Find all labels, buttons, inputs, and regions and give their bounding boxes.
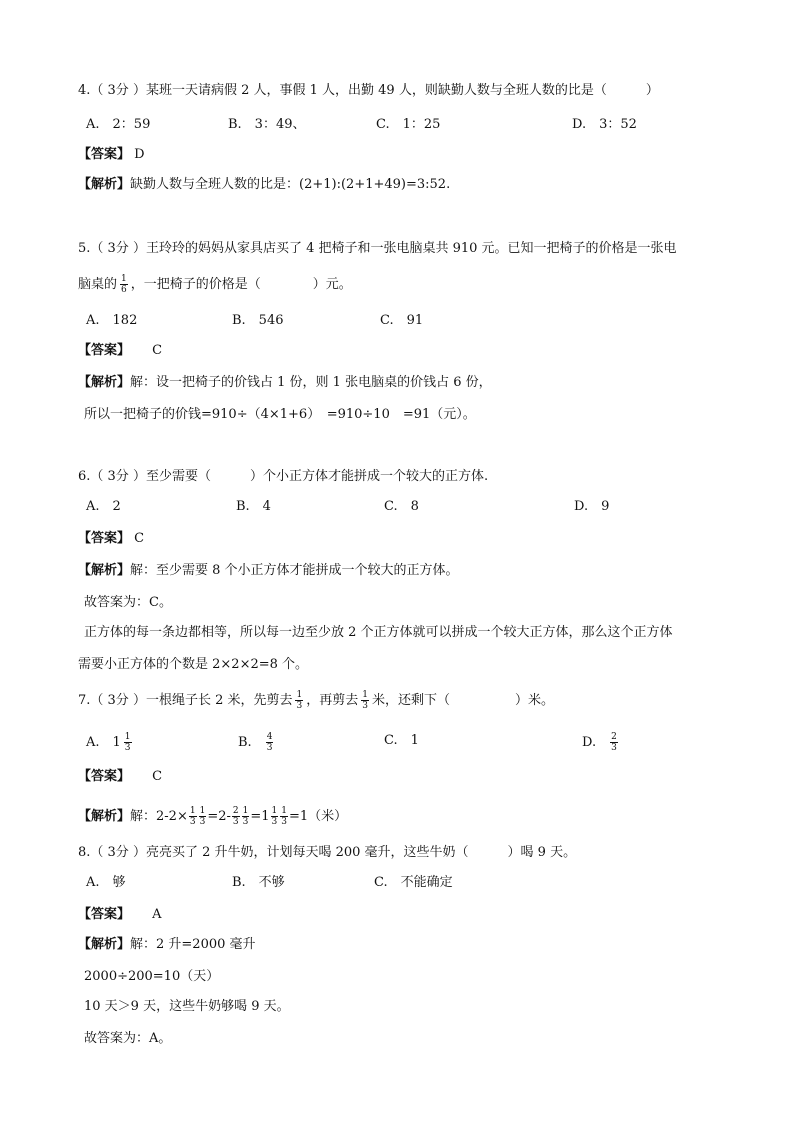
fraction-numerator: 1: [121, 274, 127, 284]
fraction-denominator: 3: [266, 743, 273, 753]
fraction-numerator: 1: [199, 806, 206, 816]
answer-label: 【答案】: [78, 147, 131, 162]
q7-analysis-text: =1: [250, 809, 270, 824]
q6-answer-row: [78, 530, 144, 548]
fraction-numerator: 2: [232, 806, 239, 816]
q8-option-a: A. 够: [86, 875, 126, 890]
q7-stem-text: 米，还剩下（ ）米。: [371, 693, 554, 708]
q4-stem: 4.（ 3分 ）某班一天请病假 2 人，事假 1 人，出勤 49 人，则缺勤人数与全班人数的比是（ ）: [78, 83, 659, 98]
q4-analysis: 缺勤人数与全班人数的比是：(2+1):(2+1+49)=3:52.: [130, 177, 451, 192]
q7-option-d: [582, 732, 621, 753]
analysis-label: 【解析】: [78, 177, 131, 192]
q4-option-b: B. 3：49、: [228, 117, 306, 132]
q7-analysis-text: 解：2-2×: [130, 809, 188, 824]
q6-option-b: B. 4: [236, 499, 271, 514]
option-fraction: [610, 732, 618, 753]
q8-stem: 8.（ 3分 ）亮亮买了 2 升牛奶，计划每天喝 200 毫升，这些牛奶（ ）喝 9 天。: [78, 845, 577, 860]
fraction-numerator: 4: [266, 732, 273, 742]
q5-stem-text: ，一把椅子的价格是（ ）元。: [130, 277, 352, 292]
q6-option-c: C. 8: [384, 499, 419, 514]
q4-analysis-row: [78, 176, 450, 194]
fraction-denominator: 3: [611, 743, 617, 753]
q8-analysis-line1: 解：2 升=2000 毫升: [130, 937, 256, 952]
analysis-fraction: [280, 806, 288, 827]
analysis-label: 【解析】: [78, 809, 131, 824]
fraction-numerator: 1: [281, 806, 287, 816]
q5-stem-text: 脑桌的: [78, 277, 118, 292]
answer-label: 【答案】: [78, 343, 131, 358]
fraction-denominator: 6: [121, 285, 127, 295]
q6-answer: C: [134, 531, 145, 546]
q5-option-a: A. 182: [86, 313, 138, 328]
q5-stem-line1: 5.（ 3分 ）王玲玲的妈妈从家具店买了 4 把椅子和一张电脑桌共 910 元。已知一把椅子的价格是一张电: [78, 241, 677, 256]
q7-answer-row: [78, 768, 162, 786]
option-fraction: [266, 732, 274, 753]
analysis-fraction: [242, 806, 250, 827]
fraction-numerator: 1: [189, 806, 196, 816]
q8-analysis-row: [78, 936, 256, 954]
q7-option-a: [86, 732, 135, 753]
fraction-denominator: 3: [124, 743, 131, 753]
fraction-denominator: 3: [199, 817, 206, 827]
option-label: A. 1: [86, 735, 121, 750]
q6-analysis-row: [78, 562, 459, 580]
q4-option-d: D. 3：52: [572, 117, 637, 132]
fraction-denominator: 3: [281, 817, 287, 827]
answer-label: 【答案】: [78, 531, 131, 546]
q7-fraction: [295, 690, 303, 711]
q5-answer: C: [152, 343, 163, 358]
q7-analysis-text: =1（米）: [288, 809, 348, 824]
q7-analysis-row: [78, 806, 347, 827]
q8-analysis-line3: 10 天＞9 天，这些牛奶够喝 9 天。: [84, 999, 290, 1014]
fraction-denominator: 3: [242, 817, 249, 827]
analysis-fraction: [189, 806, 197, 827]
q8-answer-row: [78, 906, 162, 924]
fraction-denominator: 3: [189, 817, 196, 827]
q4-option-a: A. 2：59: [86, 117, 151, 132]
q7-answer: C: [152, 769, 163, 784]
option-label: B.: [238, 735, 252, 750]
q5-analysis-line2: 所以一把椅子的价钱=910÷（4×1+6） =910÷10 =91（元）。: [84, 407, 476, 422]
answer-label: 【答案】: [78, 769, 131, 784]
q5-analysis-row: [78, 374, 492, 392]
fraction-denominator: 3: [232, 817, 239, 827]
q5-stem-line2: [78, 274, 352, 295]
analysis-label: 【解析】: [78, 375, 131, 390]
q7-option-b: [238, 732, 276, 753]
option-label: D.: [582, 735, 597, 750]
q6-analysis-line1: 解：至少需要 8 个小正方体才能拼成一个较大的正方体。: [130, 563, 459, 578]
q7-analysis-text: =2-: [207, 809, 231, 824]
analysis-label: 【解析】: [78, 937, 131, 952]
q6-analysis-line2: 故答案为：C。: [84, 595, 172, 610]
fraction-denominator: 3: [362, 701, 368, 711]
q6-analysis-line4: 需要小正方体的个数是 2×2×2=8 个。: [78, 657, 309, 672]
fraction-numerator: 1: [124, 732, 131, 742]
analysis-fraction: [271, 806, 279, 827]
q8-option-c: C. 不能确定: [374, 875, 453, 890]
fraction-numerator: 1: [362, 690, 368, 700]
fraction-denominator: 3: [271, 817, 278, 827]
fraction-numerator: 1: [271, 806, 278, 816]
fraction-numerator: 2: [611, 732, 617, 742]
q5-fraction: [120, 274, 128, 295]
fraction-numerator: 1: [296, 690, 303, 700]
q4-option-c: C. 1：25: [376, 117, 441, 132]
fraction-denominator: 3: [296, 701, 303, 711]
q5-answer-row: [78, 342, 162, 360]
analysis-label: 【解析】: [78, 563, 131, 578]
answer-label: 【答案】: [78, 907, 131, 922]
analysis-fraction: [199, 806, 207, 827]
q8-analysis-line2: 2000÷200=10（天）: [84, 969, 220, 984]
q5-analysis-line1: 解：设一把椅子的价钱占 1 份，则 1 张电脑桌的价钱占 6 份，: [130, 375, 492, 390]
q4-answer-row: [78, 146, 145, 164]
q7-stem: [78, 690, 554, 711]
q8-analysis-line4: 故答案为：A。: [84, 1031, 172, 1046]
q4-answer: D: [134, 147, 145, 162]
q6-stem: 6.（ 3分 ）至少需要（ ）个小正方体才能拼成一个较大的正方体.: [78, 469, 489, 484]
q5-option-c: C. 91: [380, 313, 424, 328]
q5-option-b: B. 546: [232, 313, 284, 328]
fraction-numerator: 1: [242, 806, 249, 816]
q7-stem-text: 7.（ 3分 ）一根绳子长 2 米，先剪去: [78, 693, 293, 708]
analysis-fraction: [232, 806, 240, 827]
q7-stem-text: ，再剪去: [306, 693, 359, 708]
q6-option-d: D. 9: [574, 499, 610, 514]
q8-option-b: B. 不够: [232, 875, 285, 890]
q7-fraction: [361, 690, 369, 711]
q8-answer: A: [152, 907, 162, 922]
q6-analysis-line3: 正方体的每一条边都相等，所以每一边至少放 2 个正方体就可以拼成一个较大正方体，那么这个正方体: [84, 625, 673, 640]
option-fraction: [124, 732, 132, 753]
q6-option-a: A. 2: [86, 499, 121, 514]
q7-option-c: C. 1: [384, 733, 419, 748]
